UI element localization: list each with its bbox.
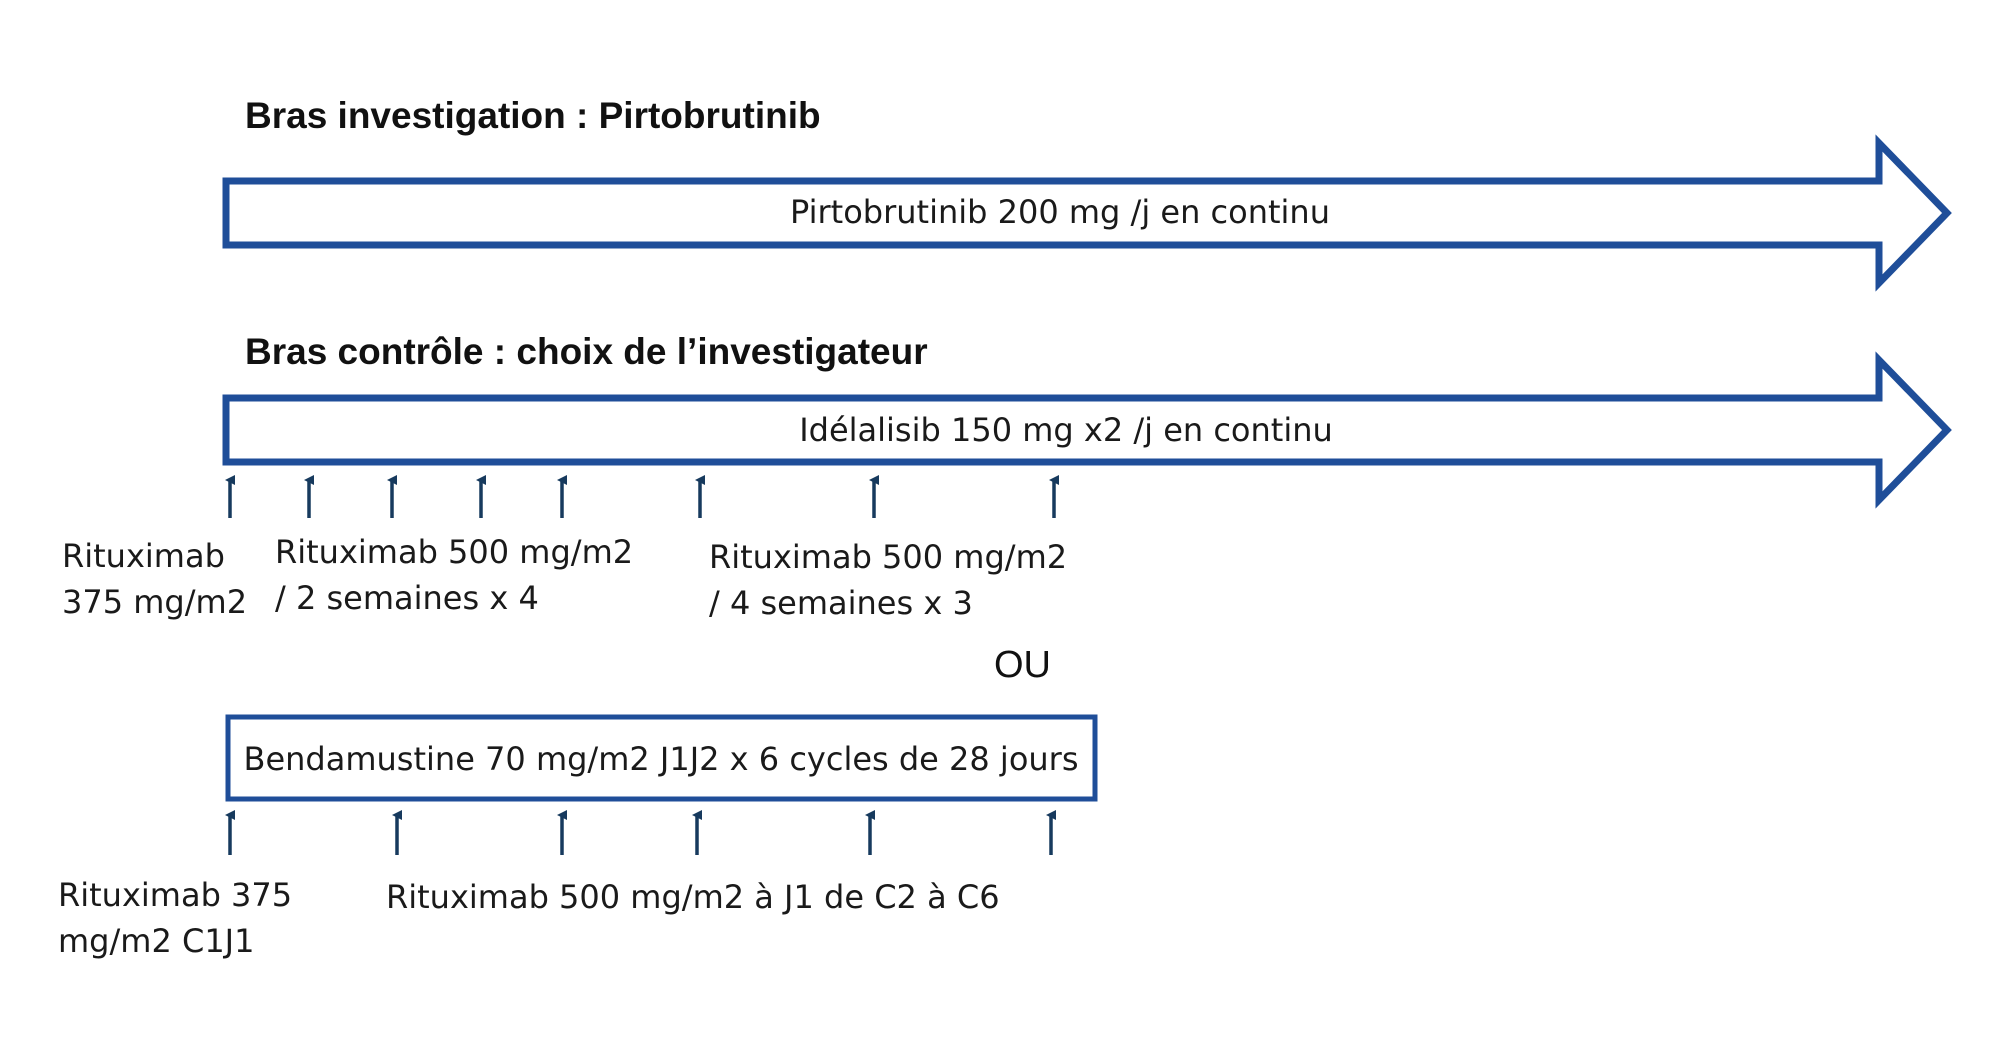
pirtobrutinib-arrow-label: Pirtobrutinib 200 mg /j en continu xyxy=(790,193,1330,231)
idelalisib-arrow-label: Idélalisib 150 mg x2 /j en continu xyxy=(799,411,1333,449)
rituximab-c1j1-line1: Rituximab 375 xyxy=(58,876,293,914)
bendamustine-label: Bendamustine 70 mg/m2 J1J2 x 6 cycles de 28 jours xyxy=(243,740,1079,778)
rituximab-biweekly-line1: Rituximab 500 mg/m2 xyxy=(275,533,634,571)
rituximab-biweekly-label xyxy=(275,533,643,617)
rituximab-first-dose-line1: Rituximab xyxy=(62,537,225,575)
rituximab-c1j1-line2: mg/m2 C1J1 xyxy=(58,922,255,960)
rituximab-first-dose-label xyxy=(62,537,247,621)
rituximab-c1j1-label xyxy=(58,876,302,960)
rituximab-biweekly-line2: / 2 semaines x 4 xyxy=(275,579,539,617)
rituximab-monthly-line2: / 4 semaines x 3 xyxy=(709,584,973,622)
rituximab-option2-dose-markers xyxy=(230,815,1051,855)
rituximab-option1-dose-markers xyxy=(230,480,1054,518)
control-arm-title: Bras contrôle : choix de l’investigateur xyxy=(245,331,928,372)
or-label: OU xyxy=(994,644,1051,686)
investigation-arm-title: Bras investigation : Pirtobrutinib xyxy=(245,95,821,136)
rituximab-monthly-line1: Rituximab 500 mg/m2 xyxy=(709,538,1068,576)
rituximab-c2-c6-label: Rituximab 500 mg/m2 à J1 de C2 à C6 xyxy=(386,878,1000,916)
rituximab-first-dose-line2: 375 mg/m2 xyxy=(62,583,248,621)
rituximab-monthly-label xyxy=(709,538,1077,622)
